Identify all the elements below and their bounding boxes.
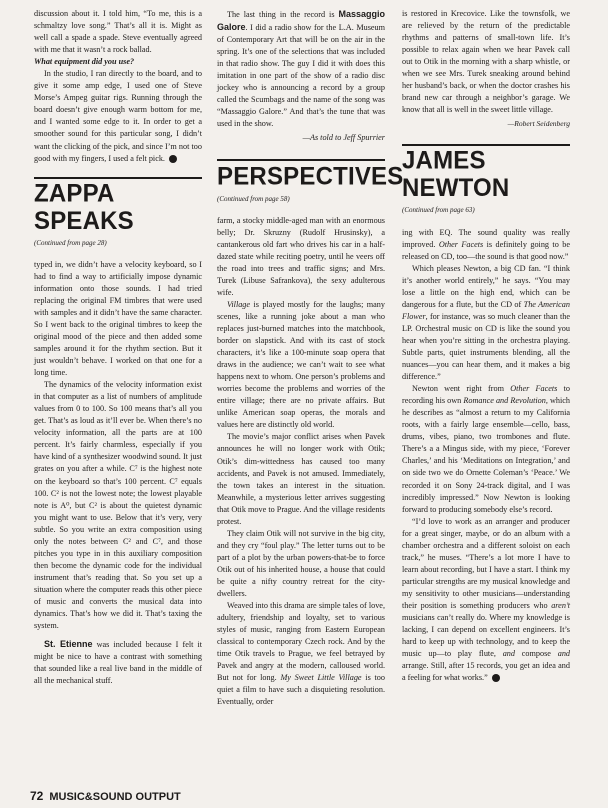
perspectives-paragraph-5: Weaved into this drama are simple tales of love, adultery, friendship and loyalty, set to various styles of music, ranging from Eastern European classical to contemporary Czech rock. And by the time Otik travels to Prague, we feel betrayed by Pavek and angry at the modern, calloused world. But not for long. My Sweet Little Village is too quiet a film to have such a disquieting resolution. Eventually, order bbox=[217, 601, 385, 707]
page-footer bbox=[30, 789, 181, 803]
zappa-closing-paragraph: The last thing in the record is Massaggio Galore. I did a radio show for the L.A. Museum of Contemporary Art that will be on the air in the spring. It’s one of the selections that was included in that radio show. The guy I did it with does this imitation in one part of the show of a radio disc jockey who is announcing a record by a group called the Scumbags and the name of the song was “Massaggio Galore.” And that’s the tune that was used in the show. bbox=[217, 9, 385, 129]
headline-james-newton: JAMES NEWTON bbox=[402, 147, 510, 203]
continued-note: (Continued from page 58) bbox=[217, 194, 290, 203]
section-rule bbox=[34, 177, 202, 179]
column-1 bbox=[34, 8, 202, 687]
headline-zappa-speaks: ZAPPA SPEAKS bbox=[34, 179, 134, 235]
perspectives-paragraph-3: The movie’s major conflict arises when Pavek announces he will no longer work with Otik; Otik’s dim-wittedness has caused too many accidents, and Pavek is not amused. Immediately, the town takes an interest in the situation. Meanwhile, a mysterious letter arrives suggesting that Otik move to Prague. And the village residents protest. bbox=[217, 432, 385, 526]
end-mark-icon bbox=[492, 674, 500, 682]
continued-note: (Continued from page 28) bbox=[34, 238, 107, 247]
page-number: 72 bbox=[30, 789, 44, 803]
newton-paragraph-3: Newton went right from Other Facets to recording his own Romance and Revolution, which he describes as “almost a return to my California roots, with a fairly large ensemble—cello, bass, drums, vibes, piano, two trombones and flute. There’s a a Mingus side, with my piece, ‘Forever Charles,’ and his ‘Meditations on Integration,’ and on side two we do Ornette Coleman’s ‘Peace.’ We recorded it on Sony 24-track digital, and I was incredibly impressed.” Now Newton is looking forward to producing somebody else’s record. bbox=[402, 384, 570, 514]
section-rule bbox=[217, 159, 385, 161]
byline: —Robert Seidenberg bbox=[507, 119, 570, 129]
zappa-paragraph-4: The dynamics of the velocity information exist in that computer as a list of numbers of amplitude values from 0 to 100. So 100 means that’s all you get. That’s as loud as it’ll ever be. When there’s no velocity information, all the parts are at 100 percent. It’s fairly charmless, especially if you have kind of a synthesizer woodwind sound. It just grates on you after a while. C⁷ is the highest note on the keyboard so that’s 100 percent. C⁷ equals 100. C² is not the lowest note; the lowest playable note is A⁰, but C² is about the quietest dynamic you might want to use. Below that it’s very, very subtle. So you write an extra composition using only the notes between C² and C⁷, and those pitches you type in in this auxiliary composition then become the dynamic code for the individual instrument that’s reading that. So you set up a situation where the computer reads this other piece of music and converts the musical data into dynamics. That’s how we did it. That’s taxing the system. bbox=[34, 380, 202, 631]
headline-perspectives: PERSPECTIVES bbox=[217, 161, 404, 191]
perspectives-closing-paragraph: is restored in Krecovice. Like the townsfolk, we are relieved by the return of the predictable rhythms and patterns of small-town life. It’s possible to relax again when we hear Pavek call out to Otik in the morning with a sharp whistle, or when we see Mrs. Turek sneaking around behind her husband’s back, or when the doctor crashes his brand new car through a neighbor’s garage. We know that all is well in the sweet little village. bbox=[402, 9, 570, 115]
zappa-paragraph-1: discussion about it. I told him, “To me, this is a schmaltzy love song.” That’s all it is. Might as well call a spade a spade. Steve eventually agreed with me that it wasn’t a rock ballad. bbox=[34, 9, 202, 55]
end-mark-icon bbox=[169, 155, 177, 163]
newton-paragraph-1: ing with EQ. The sound quality was really improved. Other Facets is definitely going to be released on CD, too—the sound is that good now.” bbox=[402, 227, 570, 261]
song-title: Massaggio Galore bbox=[217, 9, 385, 33]
newton-paragraph-4: “I’d love to work as an arranger and producer for a great singer, maybe, or do an album with a chamber orchestra and a different soloist on each track,” he muses. “There’s a lot more I have to learn about recording, but I have a start. I think my particular strengths are my musical knowledge and my sensitivity to other musicians—understanding their position is something producers who aren’t musicians can’t really do. Where my knowledge is lacking, I can depend on excellent engineers. It’s hard to keep up with technology, and to keep the music up—to play flute, and compose and arrange. Still, after 15 records, you get an idea and a feeling for what works.” bbox=[402, 516, 570, 683]
byline: —As told to Jeff Spurrier bbox=[302, 133, 385, 143]
zappa-paragraph-2: In the studio, I ran directly to the board, and to give it some amp edge, I used one of Steve Morse’s Ampeg guitar rigs. Running through the board doesn’t give enough warm bottom for me, and I wanted some edge to it. In order to get a smoother sound for this particular song, I didn’t want the clicking of the pick, and since I’m not too good with my fingers, I used a felt pick. bbox=[34, 69, 202, 163]
zappa-paragraph-3: typed in, we didn’t have a velocity keyboard, so I had to find a way to artificially impose dynamic information onto those sounds. I had tried replacing the original FM timbres that were used with samples and it didn’t have the same character. So I went back to the original timbres to keep the original mood of the piece and then added some samples around it for the rhythm section. But it just wouldn’t behave. I worked on that one for a long time. bbox=[34, 259, 202, 378]
continued-note: (Continued from page 63) bbox=[402, 206, 475, 215]
magazine-name: MUSIC&SOUND OUTPUT bbox=[49, 791, 181, 803]
perspectives-paragraph-1: farm, a stocky middle-aged man with an enormous belly; Dr. Skruzny (Rudolf Hrusinsky), a cantankerous old fart who drives his car in a half-dazed state while reciting poetry, until he veers off the road into trees and traffic signs; and Mrs. Turek (Libuse Safrankova), the sexy adulterous wife. bbox=[217, 215, 385, 297]
song-title: St. Etienne bbox=[44, 639, 93, 650]
zappa-paragraph-5: St. Etienne was included because I felt it might be nice to have a contrast with something that sounded like a real live band in the middle of all the mechanical stuff. bbox=[34, 639, 202, 686]
column-3 bbox=[402, 8, 570, 684]
interview-question: What equipment did you use? bbox=[34, 57, 135, 67]
perspectives-paragraph-2: Village is played mostly for the laughs; many scenes, like a running joke about a man who replaces just-burned matches into the matchbook, border on slapstick. And with its cast of stock characters, it’s like a 100-minute soap opera that draws in the audience; we can’t wait to see what happens next to whom. One person’s problems and worries become the problems and worries of the entire village; there are no private affairs. But unlike American soap operas, the morals and values here are distinctly old world. bbox=[217, 299, 385, 430]
column-2 bbox=[217, 8, 404, 708]
perspectives-paragraph-4: They claim Otik will not survive in the big city, and they cry “foul play.” The letter turns out to be part of a plot by the urban powers-that-be to force Otik out of his inherited house, a house that could be quite a nifty country retreat for the city-dwellers. bbox=[217, 528, 385, 599]
newton-paragraph-2: Which pleases Newton, a big CD fan. “I think it’s another world entirely,” he says. “You may lose a little on the high end, which can be dangerous for a flute, but the CD of The American Flower, for instance, was so much cleaner than the LP. Orchestral music on CD is like the sound you hear when you’re sitting in the orchestra playing. Subtle parts, quiet instruments blending, all the nuances—you can hear them, and it makes a big difference.” bbox=[402, 263, 570, 382]
